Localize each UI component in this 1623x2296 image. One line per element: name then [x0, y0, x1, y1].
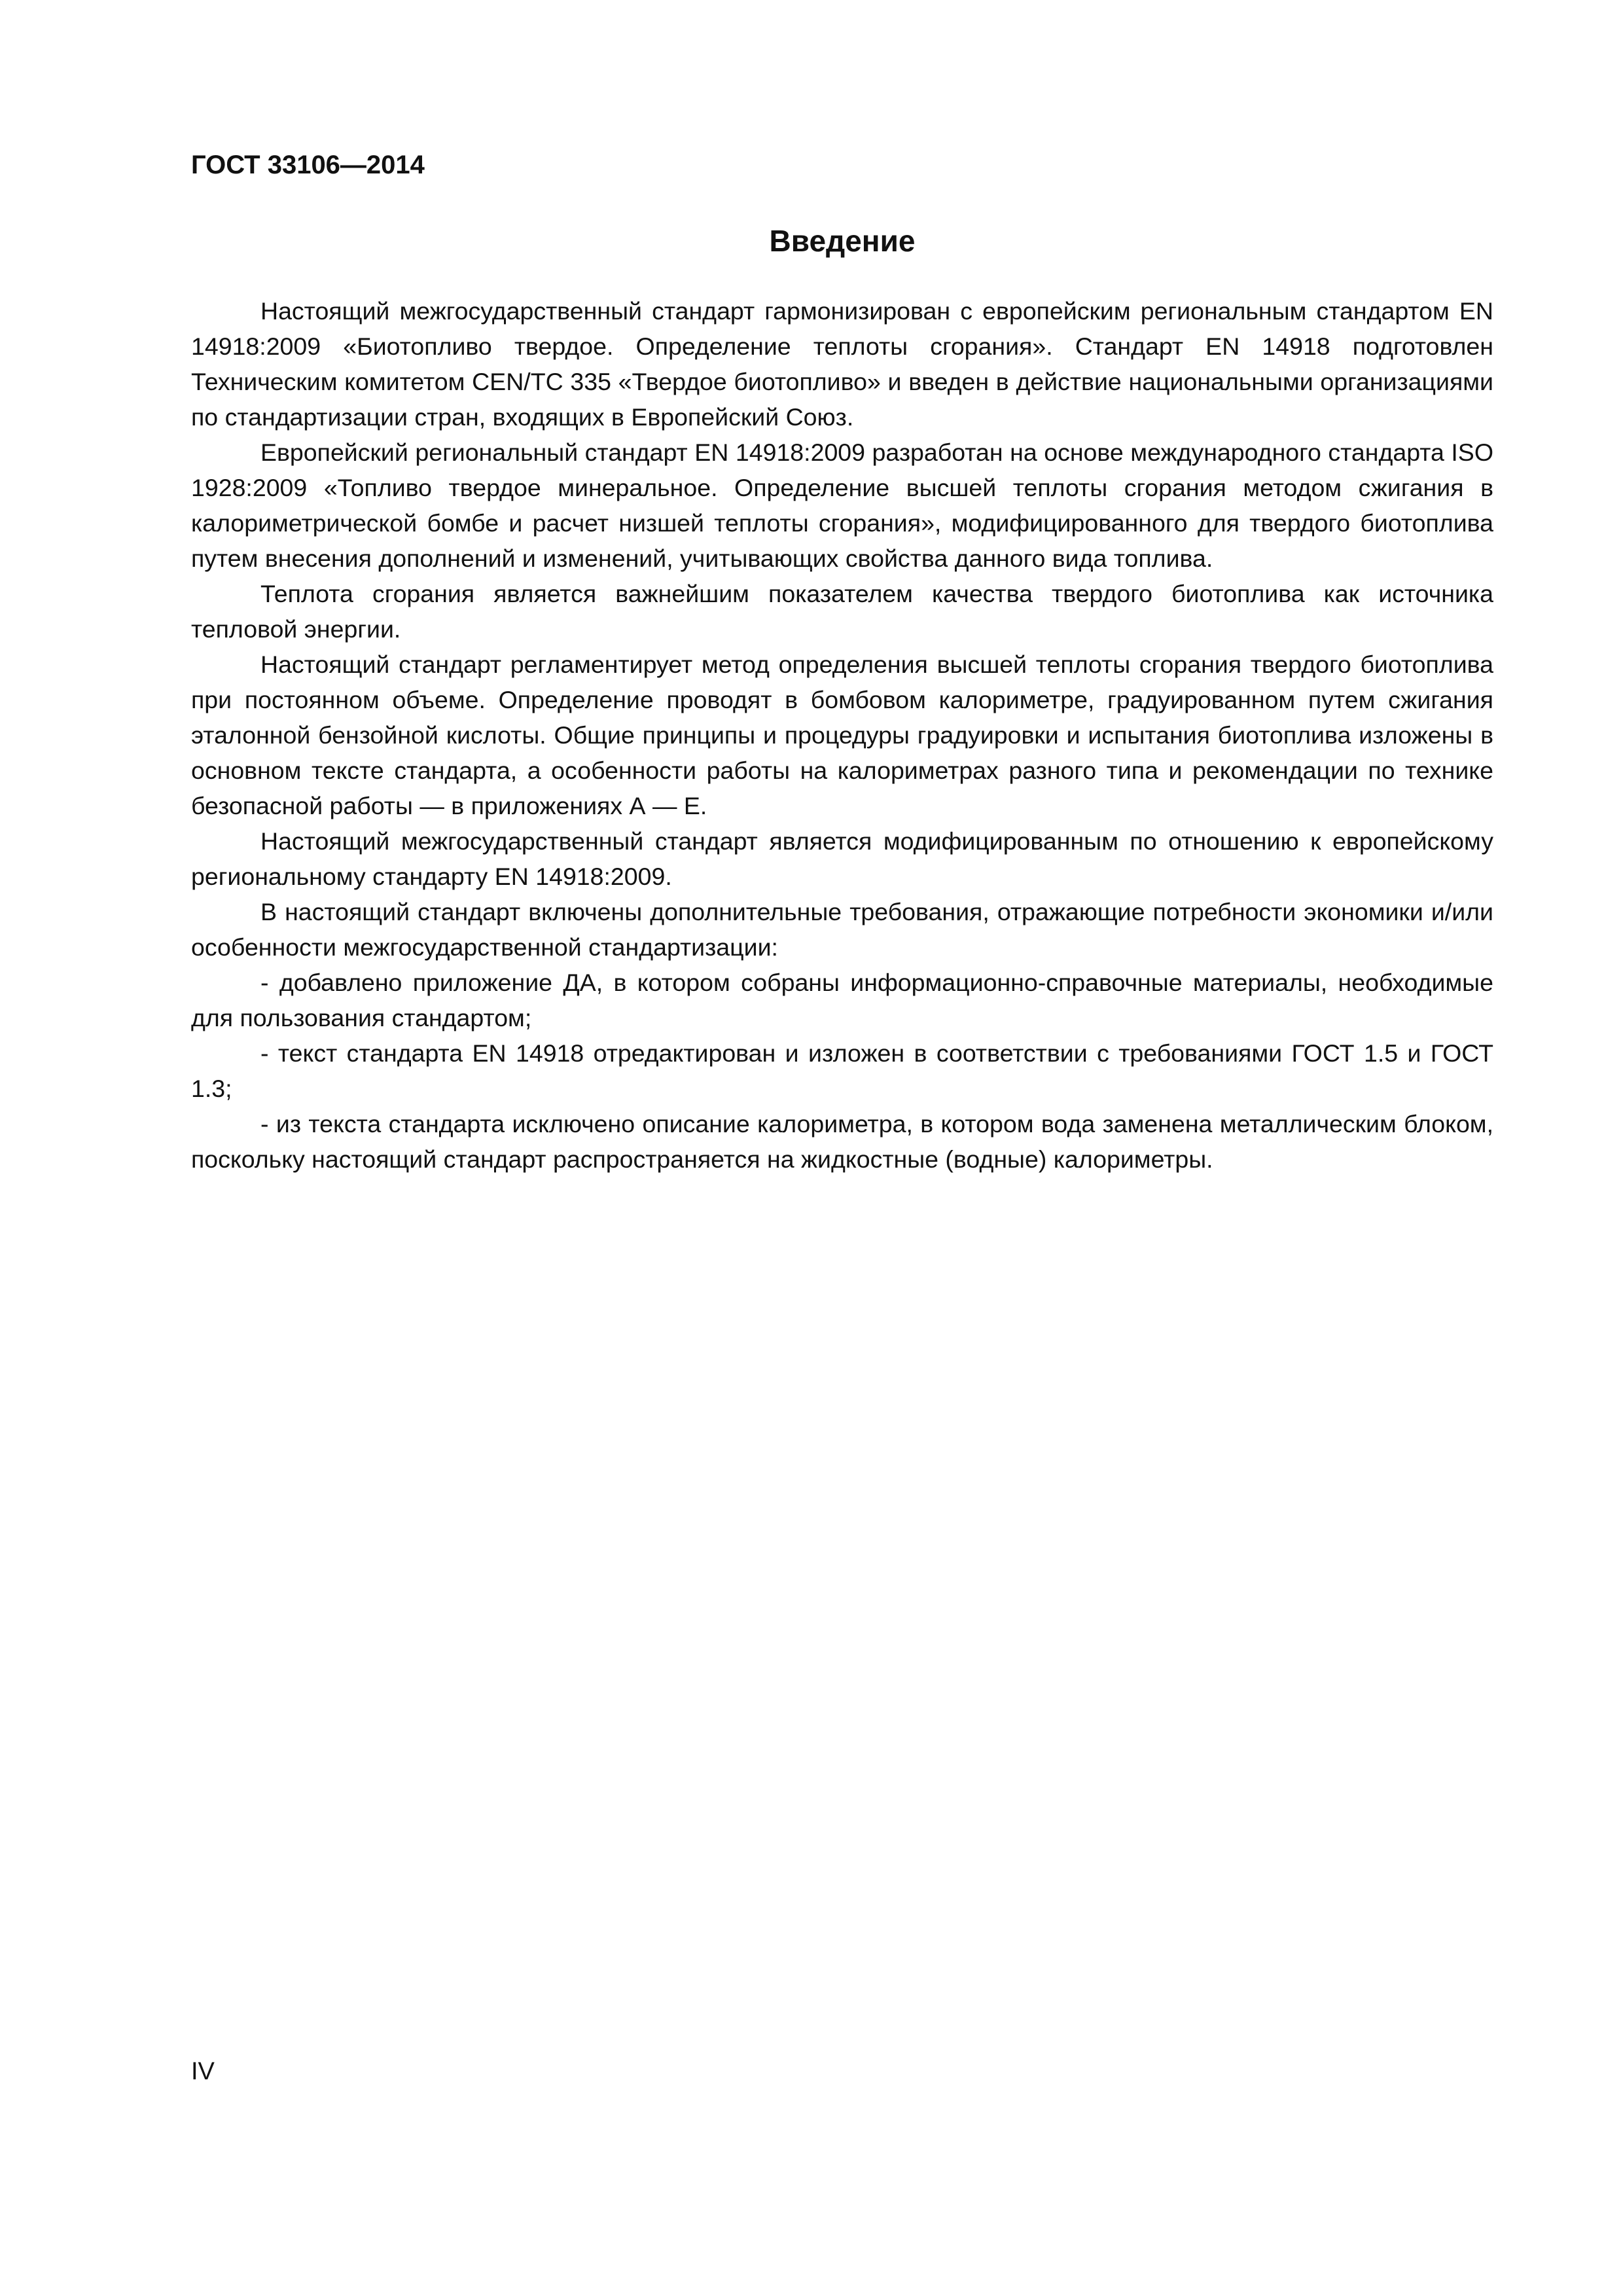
paragraph: Теплота сгорания является важнейшим показателем качества твердого биотоплива как источника тепловой энергии.: [191, 580, 1493, 643]
paragraph: В настоящий стандарт включены дополнительные требования, отражающие потребности экономики и/или особенности межгосударственной стандартизации:: [191, 898, 1493, 961]
paragraph: Настоящий стандарт регламентирует метод определения высшей теплоты сгорания твердого биотоплива при постоянном объеме. Определение проводят в бомбовом калориметре, градуированном путем сжигания эталонной бензойной кислоты. Общие принципы и процедуры градуировки и испытания биотоплива изложены в основном тексте стандарта, а особенности работы на калориметрах разного типа и рекомендации по технике безопасной работы — в приложениях А — Е.: [191, 651, 1493, 819]
document-id: ГОСТ 33106—2014: [191, 151, 425, 179]
list-item: - текст стандарта EN 14918 отредактирован и изложен в соответствии с требованиями ГОСТ 1.5 и ГОСТ 1.3;: [191, 1039, 1493, 1102]
list-item: - добавлено приложение ДА, в котором собраны информационно-справочные материалы, необходимые для пользования стандартом;: [191, 969, 1493, 1031]
list-item: - из текста стандарта исключено описание калориметра, в котором вода заменена металлическим блоком, поскольку настоящий стандарт распространяется на жидкостные (водные) калориметры.: [191, 1110, 1493, 1173]
paragraph: Настоящий межгосударственный стандарт гармонизирован с европейским региональным стандартом EN 14918:2009 «Биотопливо твердое. Определение теплоты сгорания». Стандарт EN 14918 подготовлен Техническим комитетом CEN/TC 335 «Твердое биотопливо» и введен в действие национальными организациями по стандартизации стран, входящих в Европейский Союз.: [191, 297, 1493, 431]
paragraph: Европейский региональный стандарт EN 14918:2009 разработан на основе международного стандарта ISO 1928:2009 «Топливо твердое минеральное. Определение высшей теплоты сгорания методом сжигания в калориметрической бомбе и расчет низшей теплоты сгорания», модифицированного для твердого биотоплива путем внесения дополнений и изменений, учитывающих свойства данного вида топлива.: [191, 439, 1493, 572]
paragraph: Настоящий межгосударственный стандарт является модифицированным по отношению к европейскому региональному стандарту EN 14918:2009.: [191, 827, 1493, 890]
page-number: IV: [191, 2058, 215, 2085]
body-text: [191, 293, 1493, 1177]
section-title: Введение: [769, 224, 916, 258]
